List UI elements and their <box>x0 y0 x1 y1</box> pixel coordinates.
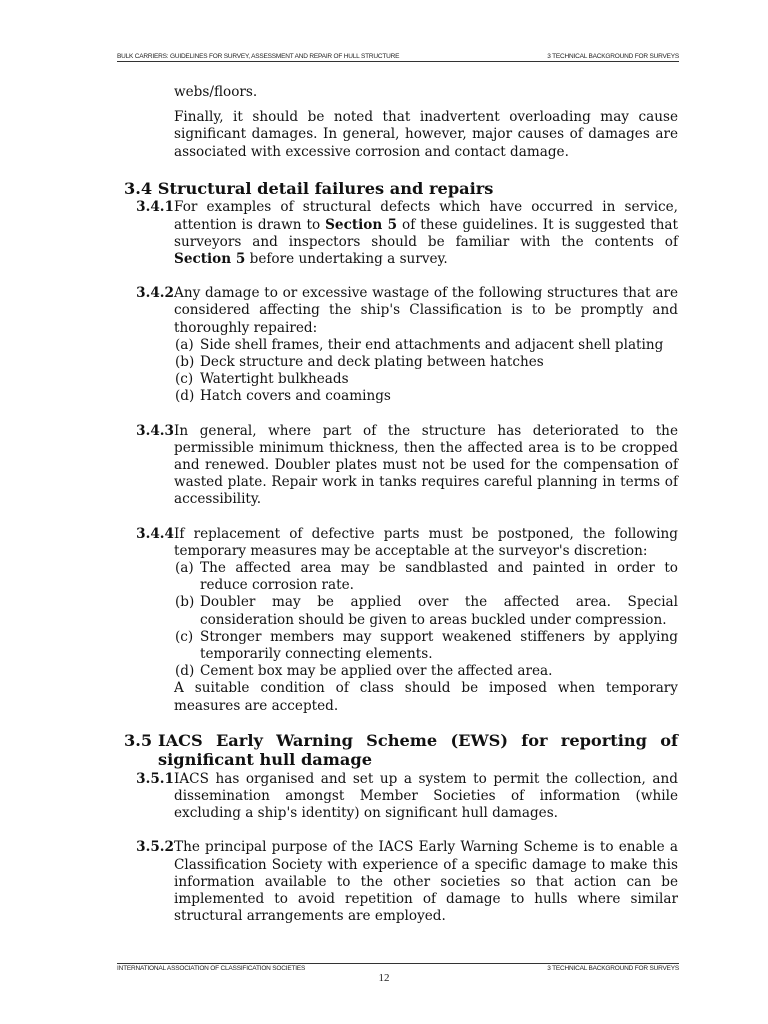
footer-right-title: 3 TECHNICAL BACKGROUND FOR SURVEYS <box>547 965 679 972</box>
section-3-4-heading: 3.4 Structural detail failures and repairs <box>124 178 494 198</box>
paragraph-3-4-3 <box>120 423 678 509</box>
continuation-text: webs/floors. <box>174 84 258 100</box>
list-item: (c) Watertight bulkheads <box>175 371 349 388</box>
paragraph-3-4-4 <box>120 526 678 715</box>
paragraph-text: If replacement of defective parts must be postponed, the following temporary measures may be acceptable at the surveyor's discretion: <box>174 525 678 559</box>
header-right-title: 3 TECHNICAL BACKGROUND FOR SURVEYS <box>547 53 679 60</box>
section-5-reference: Section 5 <box>174 250 246 267</box>
list-item: (b) Doubler may be applied over the affected area. Special consideration should be given to areas buckled under compression. <box>175 594 678 628</box>
paragraph-number: 3.4.1 <box>136 199 174 216</box>
heading-number: 3.5 <box>124 730 153 750</box>
paragraph-number: 3.4.4 <box>136 525 174 542</box>
paragraph-number: 3.4.3 <box>136 422 174 439</box>
paragraph-number: 3.4.2 <box>136 285 174 302</box>
list-item: (d) Cement box may be applied over the affected area. <box>175 663 553 680</box>
page-number: 12 <box>378 972 390 984</box>
footer-left-title: INTERNATIONAL ASSOCIATION OF CLASSIFICATION SOCIETIES <box>117 965 306 972</box>
paragraph-number: 3.5.2 <box>136 839 174 856</box>
paragraph-number: 3.5.1 <box>136 770 174 787</box>
page-footer <box>117 963 679 972</box>
paragraph-3-4-2 <box>120 285 678 405</box>
paragraph-text: Any damage to or excessive wastage of the following structures that are considered affecting the ship's Classification is to be promptly and thoroughly repaired: <box>174 285 678 336</box>
paragraph-text: For examples of structural defects which have occurred in service, attention is drawn to Section 5 of these guidelines. It is suggested that surveyors and inspectors should be familiar with the contents of Section 5 before undertaking a survey. <box>174 199 679 267</box>
paragraph-text: In general, where part of the structure has deteriorated to the permissible minimum thickness, then the affected area is to be cropped and renewed. Doubler plates must not be used for the compensation of wasted plate. Repair work in tanks requires careful planning in terms of accessibility. <box>174 422 678 508</box>
paragraph-3-5-2 <box>120 839 678 925</box>
list-item: (a) Side shell frames, their end attachments and adjacent shell plating <box>175 336 664 353</box>
section-3-5-heading <box>124 731 678 770</box>
list-item: (c) Stronger members may support weakened stiffeners by applying temporarily connecting elements. <box>175 628 678 662</box>
list-item: (a) The affected area may be sandblasted and painted in order to reduce corrosion rate. <box>175 559 678 594</box>
list-item: (d) Hatch covers and coamings <box>175 388 391 405</box>
page-body <box>120 84 678 925</box>
paragraph-3-5-1 <box>120 771 678 823</box>
closing-text: A suitable condition of class should be imposed when temporary measures are accepted. <box>174 680 678 714</box>
page-header <box>117 53 679 62</box>
paragraph-3-4-1 <box>120 199 678 268</box>
paragraph-text: The principal purpose of the IACS Early Warning Scheme is to enable a Classification Society with experience of a specific damage to make this information available to the other societies so that action can be implemented to avoid repetition of damage to hulls where similar structural arrangements are employed. <box>174 839 678 925</box>
paragraph-text: IACS has organised and set up a system to permit the collection, and dissemination amongst Member Societies of information (while excluding a ship's identity) on significant hull damages. <box>174 770 678 822</box>
section-5-reference: Section 5 <box>325 216 398 233</box>
list-item: (b) Deck structure and deck plating between hatches <box>175 353 544 370</box>
intro-paragraph: Finally, it should be noted that inadvertent overloading may cause significant damages. In general, however, major causes of damages are associated with excessive corrosion and contact damage. <box>174 109 678 160</box>
heading-text: IACS Early Warning Scheme (EWS) for reporting of significant hull damage <box>158 730 678 770</box>
header-left-title: BULK CARRIERS: GUIDELINES FOR SURVEY, ASSESSMENT AND REPAIR OF HULL STRUCTURE <box>117 53 400 60</box>
